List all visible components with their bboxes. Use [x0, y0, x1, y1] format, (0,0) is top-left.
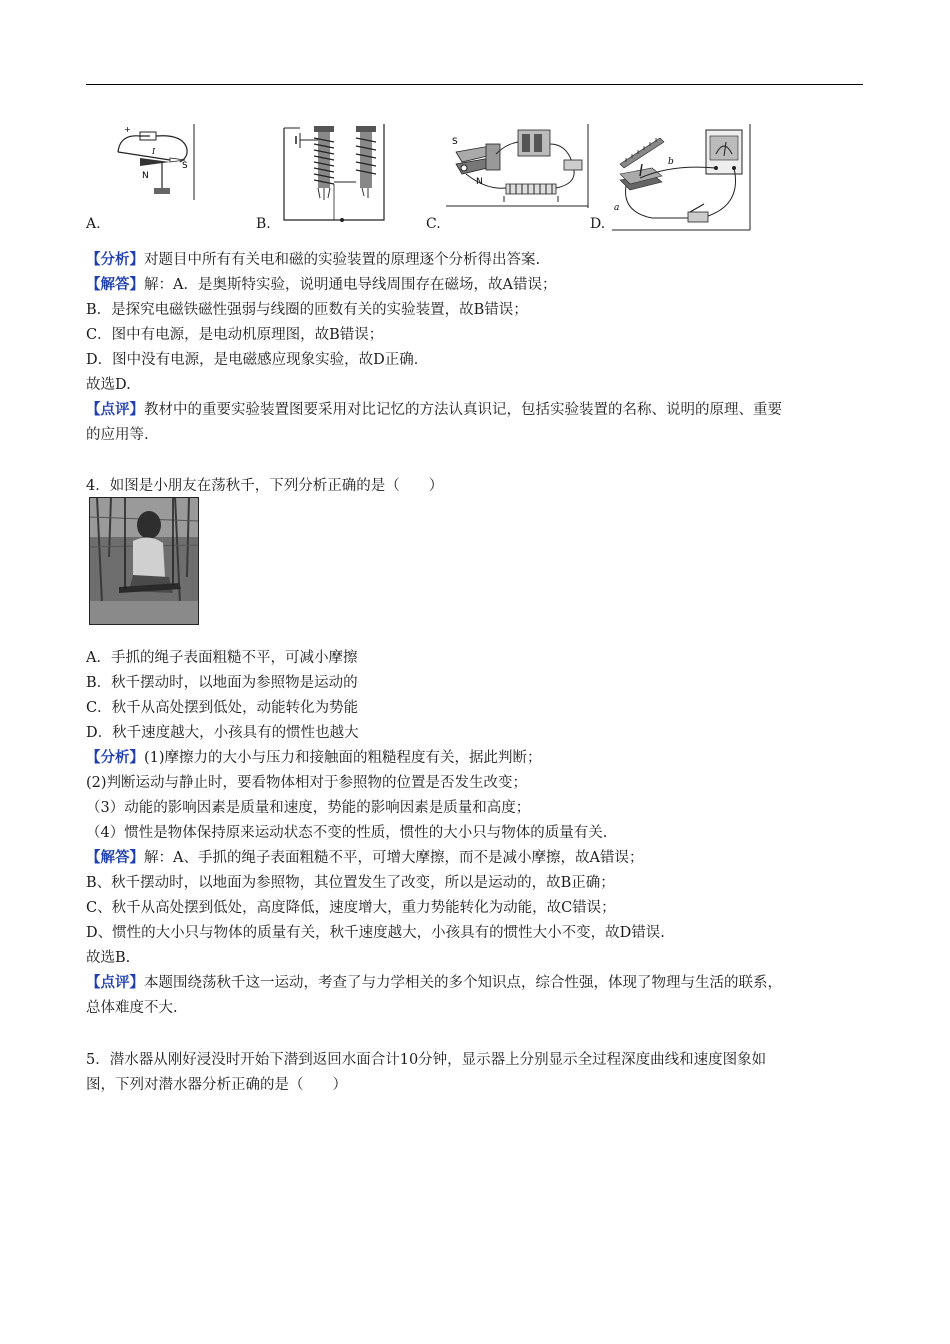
q3-comment-line-1	[86, 400, 782, 420]
figure-d-induction	[612, 124, 752, 232]
figure-a-north-label: N	[142, 171, 149, 181]
q4-comment-tag: 【点评】	[86, 974, 144, 991]
q3-answer-tag: 【解答】	[86, 276, 144, 293]
figure-c-motor	[446, 124, 590, 208]
q4-analysis-line-1	[86, 748, 542, 768]
figure-b-electromagnets	[282, 124, 388, 224]
figure-label-c: C.	[426, 216, 441, 232]
q4-answer-text-1: 解：A、手抓的绳子表面粗糙不平，可增大摩擦，而不是减小摩擦，故A错误；	[144, 850, 644, 866]
q4-analysis-line-2: (2)判断运动与静止时，要看物体相对于参照物的位置是否发生改变；	[86, 775, 528, 791]
q4-analysis-text-1: (1)摩擦力的大小与压力和接触面的粗糙程度有关，据此判断；	[144, 750, 542, 766]
q4-option-b: B．秋千摆动时，以地面为参照物是运动的	[86, 675, 358, 691]
q4-option-c: C．秋千从高处摆到低处，动能转化为势能	[86, 700, 359, 716]
q4-option-d: D．秋千速度越大，小孩具有的惯性也越大	[86, 725, 359, 741]
q4-final-choice: 故选B.	[86, 950, 131, 966]
q3-answer-line-1	[86, 275, 556, 295]
q3-answer-line-2: B．是探究电磁铁磁性强弱与线圈的匝数有关的实验装置，故B错误；	[86, 302, 528, 318]
q3-analysis-tag: 【分析】	[86, 251, 144, 268]
q4-answer-tag: 【解答】	[86, 849, 144, 866]
q3-answer-line-4: D．图中没有电源，是电磁感应现象实验，故D正确．	[86, 352, 429, 368]
figure-a-current-label: I	[152, 147, 156, 156]
q3-answer-line-3: C．图中有电源，是电动机原理图，故B错误；	[86, 327, 384, 343]
q3-final-choice: 故选D.	[86, 377, 131, 393]
q4-answer-line-2: B、秋千摆动时，以地面为参照物，其位置发生了改变，所以是运动的，故B正确；	[86, 875, 615, 891]
q4-analysis-line-3: （3）动能的影响因素是质量和速度，势能的影响因素是质量和高度；	[86, 800, 531, 816]
q3-comment-text-1: 教材中的重要实验装置图要采用对比记忆的方法认真识记，包括实验装置的名称、说明的原理、重要	[144, 402, 782, 418]
swing-photo	[89, 497, 199, 625]
q4-answer-line-3: C、秋千从高处摆到低处，高度降低，速度增大，重力势能转化为动能，故C错误；	[86, 900, 616, 916]
figure-c-south-label: S	[452, 137, 458, 147]
q4-answer-line-1	[86, 848, 643, 868]
q3-analysis-line	[86, 250, 540, 270]
figure-label-b: B.	[256, 216, 271, 232]
q4-comment-text-1: 本题围绕荡秋千这一运动，考查了与力学相关的多个知识点，综合性强，体现了物理与生活的联系，	[144, 975, 782, 991]
q3-comment-line-2: 的应用等.	[86, 427, 149, 443]
q4-question: 4．如图是小朋友在荡秋千，下列分析正确的是（ ）	[86, 478, 444, 494]
q4-analysis-line-4: （4）惯性是物体保持原来运动状态不变的性质，惯性的大小只与物体的质量有关.	[86, 825, 608, 841]
figure-label-a: A.	[86, 216, 101, 232]
figure-a-oersted	[110, 124, 196, 200]
figure-d-a-label: a	[614, 203, 620, 213]
q3-answer-text-1: 解：A．是奥斯特实验，说明通电导线周围存在磁场，故A错误；	[144, 277, 557, 293]
q5-question-line-1: 5．潜水器从刚好浸没时开始下潜到返回水面合计10分钟，显示器上分别显示全过程深度曲线和速度图象如	[86, 1052, 767, 1068]
figure-label-d: D.	[590, 216, 606, 232]
q4-analysis-tag: 【分析】	[86, 749, 144, 766]
q4-option-a: A．手抓的绳子表面粗糙不平，可减小摩擦	[86, 650, 358, 666]
figure-a-plus: +	[124, 125, 131, 134]
q4-comment-line-2: 总体难度不大.	[86, 1000, 178, 1016]
q3-analysis-text: 对题目中所有有关电和磁的实验装置的原理逐个分析得出答案.	[144, 252, 541, 268]
q3-comment-tag: 【点评】	[86, 401, 144, 418]
figure-d-b-label: b	[668, 157, 674, 167]
figure-a-south-label: S	[182, 161, 188, 171]
q4-answer-line-4: D、惯性的大小只与物体的质量有关，秋千速度越大，小孩具有的惯性大小不变，故D错误.	[86, 925, 665, 941]
header-rule	[86, 84, 863, 85]
q4-comment-line-1	[86, 973, 782, 993]
figure-c-north-label: N	[476, 177, 483, 187]
q5-question-line-2: 图，下列对潜水器分析正确的是（ ）	[86, 1077, 347, 1093]
